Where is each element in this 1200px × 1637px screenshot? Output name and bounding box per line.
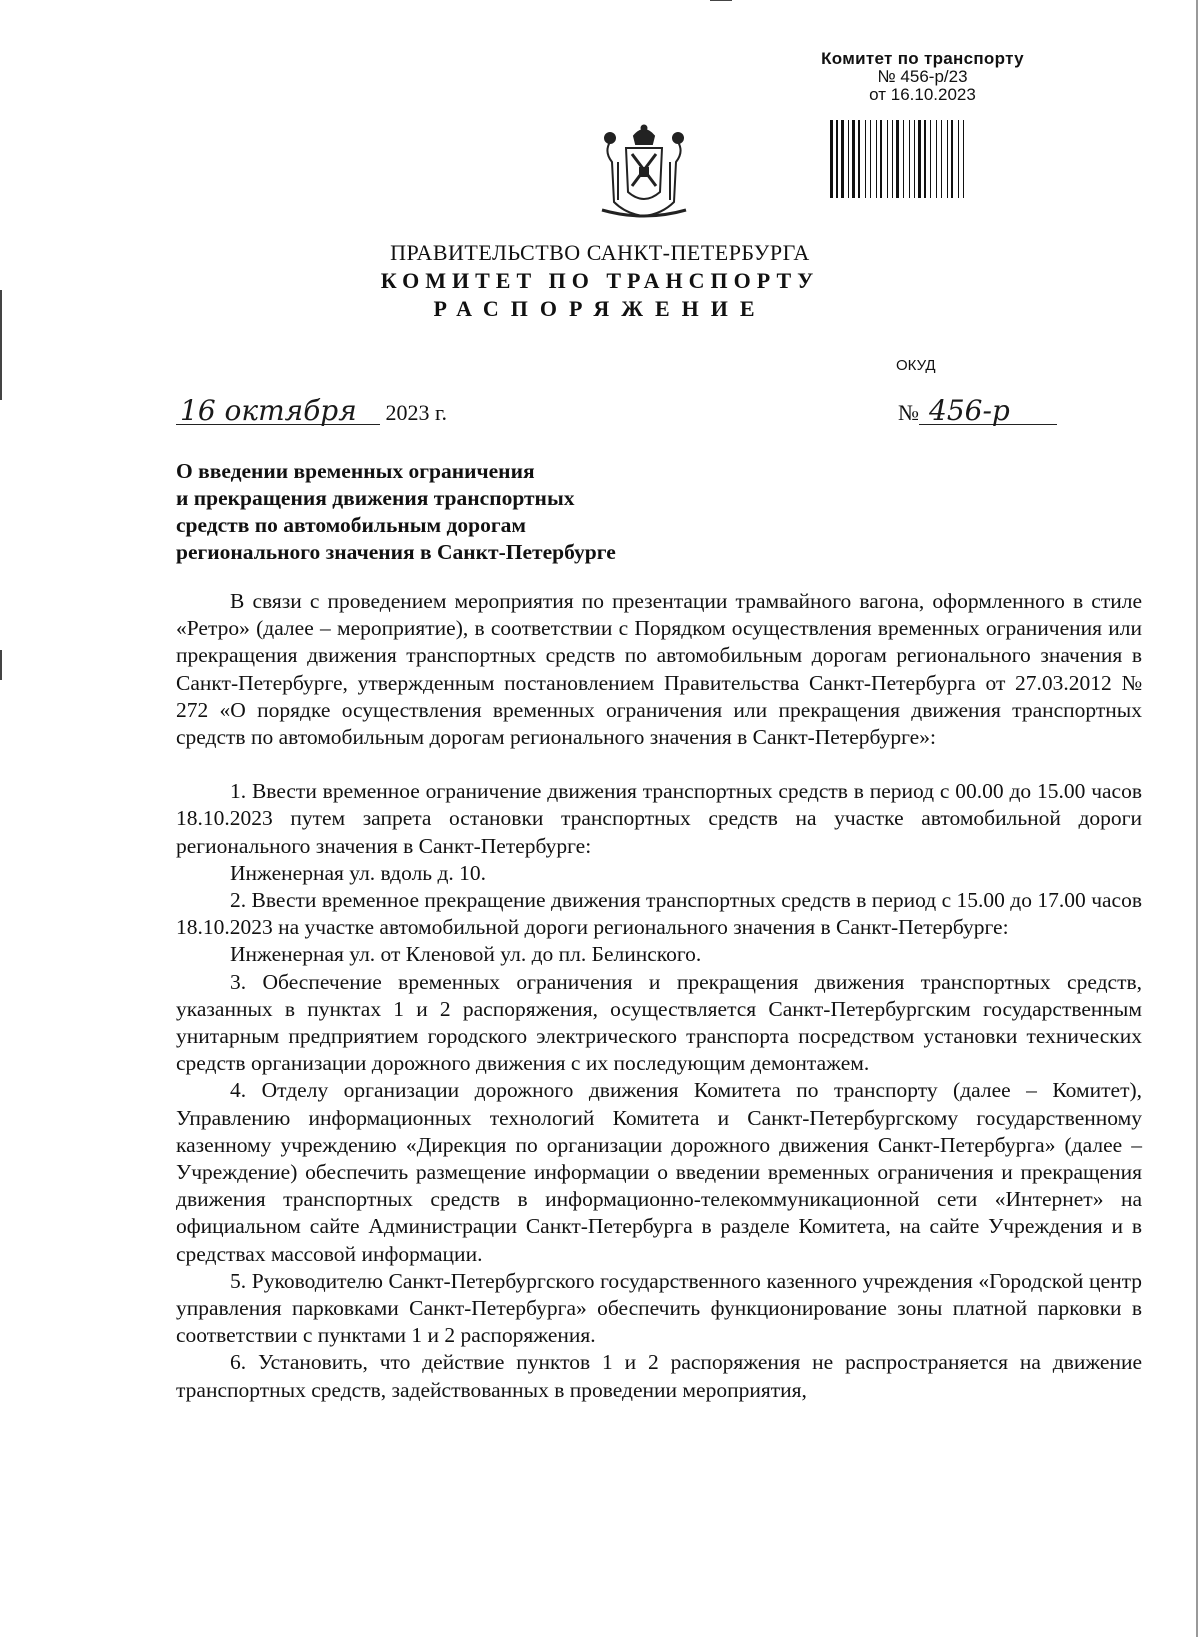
barcode-bar bbox=[941, 120, 942, 198]
clause-1-address: Инженерная ул. вдоль д. 10. bbox=[230, 860, 487, 885]
barcode-bar bbox=[947, 120, 948, 198]
barcode-bar bbox=[918, 120, 921, 198]
title-line: О введении временных ограничения bbox=[176, 459, 535, 483]
title-line: и прекращения движения транспортных bbox=[176, 486, 575, 510]
title-line: регионального значения в Санкт-Петербурге bbox=[176, 540, 616, 564]
barcode-bar bbox=[963, 120, 964, 198]
barcode-bar bbox=[936, 120, 937, 198]
scan-artifact bbox=[0, 650, 2, 680]
handwritten-date: 16 октября bbox=[176, 398, 380, 425]
barcode-bar bbox=[841, 120, 844, 198]
barcode-bar bbox=[892, 120, 893, 198]
barcode-bar bbox=[880, 120, 882, 198]
barcode-bar bbox=[852, 120, 855, 198]
barcode-bar bbox=[909, 120, 910, 198]
document-number bbox=[898, 394, 1057, 427]
clause-1: 1. Ввести временное ограничение движения транспортных средств в период с 00.00 до 15.00 часов 18.10.2023 путем запрета остановки транспортных средств на участке автомобильной дороги регионального значения в Санкт-Петербурге: bbox=[176, 779, 1142, 858]
barcode-bar bbox=[951, 120, 953, 198]
scan-artifact bbox=[0, 290, 2, 400]
scan-artifact bbox=[710, 0, 732, 1]
scan-artifact bbox=[1196, 0, 1198, 1637]
barcode-bar bbox=[887, 120, 888, 198]
clause-2: 2. Ввести временное прекращение движения транспортных средств в период с 15.00 до 17.00 часов 18.10.2023 на участке автомобильной дороги регионального значения в Санкт-Петербурге: bbox=[176, 888, 1142, 940]
stamp-org: Комитет по транспорту bbox=[821, 49, 1024, 68]
barcode-bar bbox=[924, 120, 926, 198]
year-suffix: 2023 г. bbox=[385, 400, 448, 425]
barcode-bar bbox=[896, 120, 899, 198]
clause-3: 3. Обеспечение временных ограничения и прекращения движения транспортных средств, указанных в пунктах 1 и 2 распоряжения, осуществляется Санкт-Петербургским государственным унитарным предприятием городского электрического транспорта посредством установки технических средств организации дорожного движения с их последующим демонтажем. bbox=[176, 969, 1142, 1076]
document-title bbox=[176, 458, 696, 566]
barcode-bar bbox=[848, 120, 849, 198]
barcode-bar bbox=[914, 120, 915, 198]
registration-stamp bbox=[790, 50, 1055, 104]
stamp-date: от 16.10.2023 bbox=[869, 85, 976, 104]
document-date bbox=[176, 394, 448, 427]
barcode bbox=[830, 120, 1020, 198]
handwritten-number: 456-р bbox=[919, 398, 1057, 425]
clause-6: 6. Установить, что действие пунктов 1 и 2 распоряжения не распространяется на движение транспортных средств, задействованных в проведении мероприятия, bbox=[176, 1350, 1142, 1402]
document-body bbox=[176, 588, 1142, 1404]
clause-4: 4. Отделу организации дорожного движения Комитета по транспорту (далее – Комитет), Управлению информационных технологий Комитета и Санкт-Петербургскому государственному казенному учреждению «Дирекция по организации дорожного движения Санкт-Петербурга» (далее – Учреждение) обеспечить размещение информации о введении временных ограничения и прекращения движения транспортных средств в информационно-телекоммуникационной сети «Интернет» на официальном сайте Администрации Санкт-Петербурга в разделе Комитета, на сайте Учреждения и в средствах массовой информации. bbox=[176, 1078, 1142, 1266]
document-type-heading: РАСПОРЯЖЕНИЕ bbox=[433, 296, 767, 321]
government-heading: ПРАВИТЕЛЬСТВО САНКТ-ПЕТЕРБУРГА bbox=[390, 240, 810, 265]
okud-label: ОКУД bbox=[896, 357, 936, 374]
barcode-bar bbox=[830, 120, 833, 198]
clause-2-address: Инженерная ул. от Кленовой ул. до пл. Белинского. bbox=[230, 942, 702, 967]
barcode-bar bbox=[876, 120, 877, 198]
barcode-bar bbox=[903, 120, 904, 198]
coat-of-arms-icon bbox=[596, 122, 692, 222]
number-prefix: № bbox=[898, 400, 919, 425]
title-line: средств по автомобильным дорогам bbox=[176, 513, 527, 537]
committee-heading: КОМИТЕТ ПО ТРАНСПОРТУ bbox=[380, 268, 820, 293]
intro-paragraph: В связи с проведением мероприятия по презентации трамвайного вагона, оформленного в стиле «Ретро» (далее – мероприятие), в соответствии с Порядком осуществления временных ограничения или прекращения движения транспортных средств по автомобильным дорогам регионального значения в Санкт-Петербурге, утвержденным постановлением Правительства Санкт-Петербурга от 27.03.2012 № 272 «О порядке осуществления временных ограничения или прекращения движения транспортных средств по автомобильным дорогам регионального значения в Санкт-Петербурге»: bbox=[176, 589, 1142, 750]
barcode-bar bbox=[865, 120, 866, 198]
barcode-bar bbox=[930, 120, 931, 198]
stamp-number: № 456-р/23 bbox=[877, 67, 968, 86]
barcode-bar bbox=[858, 120, 860, 198]
barcode-bar bbox=[836, 120, 838, 198]
clause-5: 5. Руководителю Санкт-Петербургского государственного казенного учреждения «Городской центр управления парковками Санкт-Петербурга» обеспечить функционирование зоны платной парковки в соответствии с пунктами 1 и 2 распоряжения. bbox=[176, 1268, 1142, 1348]
barcode-bar bbox=[958, 120, 959, 198]
barcode-bar bbox=[870, 120, 871, 198]
